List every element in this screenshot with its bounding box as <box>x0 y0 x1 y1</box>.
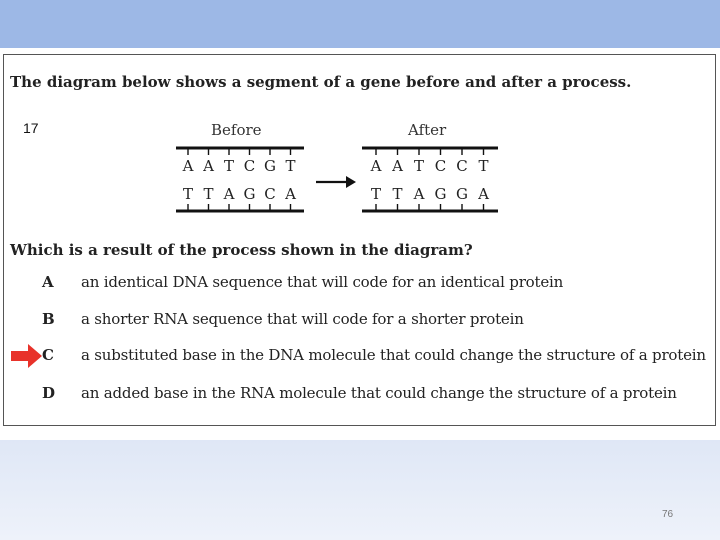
base-letter: A <box>413 185 425 203</box>
base-letter: A <box>370 157 382 175</box>
base-letter: G <box>456 185 468 203</box>
base-letter: G <box>434 185 447 203</box>
base-letter: T <box>203 185 214 203</box>
dna-after <box>362 148 498 211</box>
base-letter: A <box>392 157 403 175</box>
choice-text: an added base in the RNA molecule that could change the structure of a protein <box>81 384 677 402</box>
header-band <box>0 0 720 48</box>
base-letter: C <box>434 157 447 175</box>
base-letter: A <box>285 185 296 203</box>
base-letter: G <box>243 185 256 203</box>
base-letter: C <box>456 157 468 175</box>
base-letter: G <box>264 157 276 175</box>
choice-text: an identical DNA sequence that will code for an identical protein <box>81 273 564 291</box>
question-intro: The diagram below shows a segment of a gene before and after a process. <box>10 73 632 91</box>
base-letter: T <box>285 157 296 175</box>
base-letter: C <box>243 157 256 175</box>
answer-pointer-arrow-icon <box>11 344 43 368</box>
base-letter: A <box>223 185 235 203</box>
base-letter: A <box>203 157 214 175</box>
base-letter: T <box>478 157 489 175</box>
choice-text: a shorter RNA sequence that will code for a shorter protein <box>81 310 524 328</box>
base-letter: A <box>182 157 194 175</box>
base-letter: T <box>223 157 235 175</box>
choice-text: a substituted base in the DNA molecule that could change the structure of a protein <box>81 346 706 364</box>
choice-letter: D <box>42 384 56 402</box>
choice-letter: A <box>42 273 54 291</box>
base-letter: T <box>413 157 425 175</box>
base-letter: T <box>392 185 403 203</box>
dna-diagram <box>170 142 510 220</box>
after-label: After <box>408 121 447 139</box>
process-arrow-icon <box>316 176 356 188</box>
before-label: Before <box>211 121 262 139</box>
page-number: 76 <box>662 509 674 520</box>
base-letter: A <box>478 185 489 203</box>
question-number: 17 <box>23 120 39 136</box>
choice-letter: B <box>42 310 55 328</box>
base-letter: C <box>264 185 276 203</box>
choice-letter: C <box>42 346 54 364</box>
base-letter: T <box>182 185 194 203</box>
question-box <box>3 54 716 426</box>
base-letter: T <box>370 185 382 203</box>
question-prompt: Which is a result of the process shown in the diagram? <box>10 241 473 259</box>
dna-before <box>176 148 304 211</box>
